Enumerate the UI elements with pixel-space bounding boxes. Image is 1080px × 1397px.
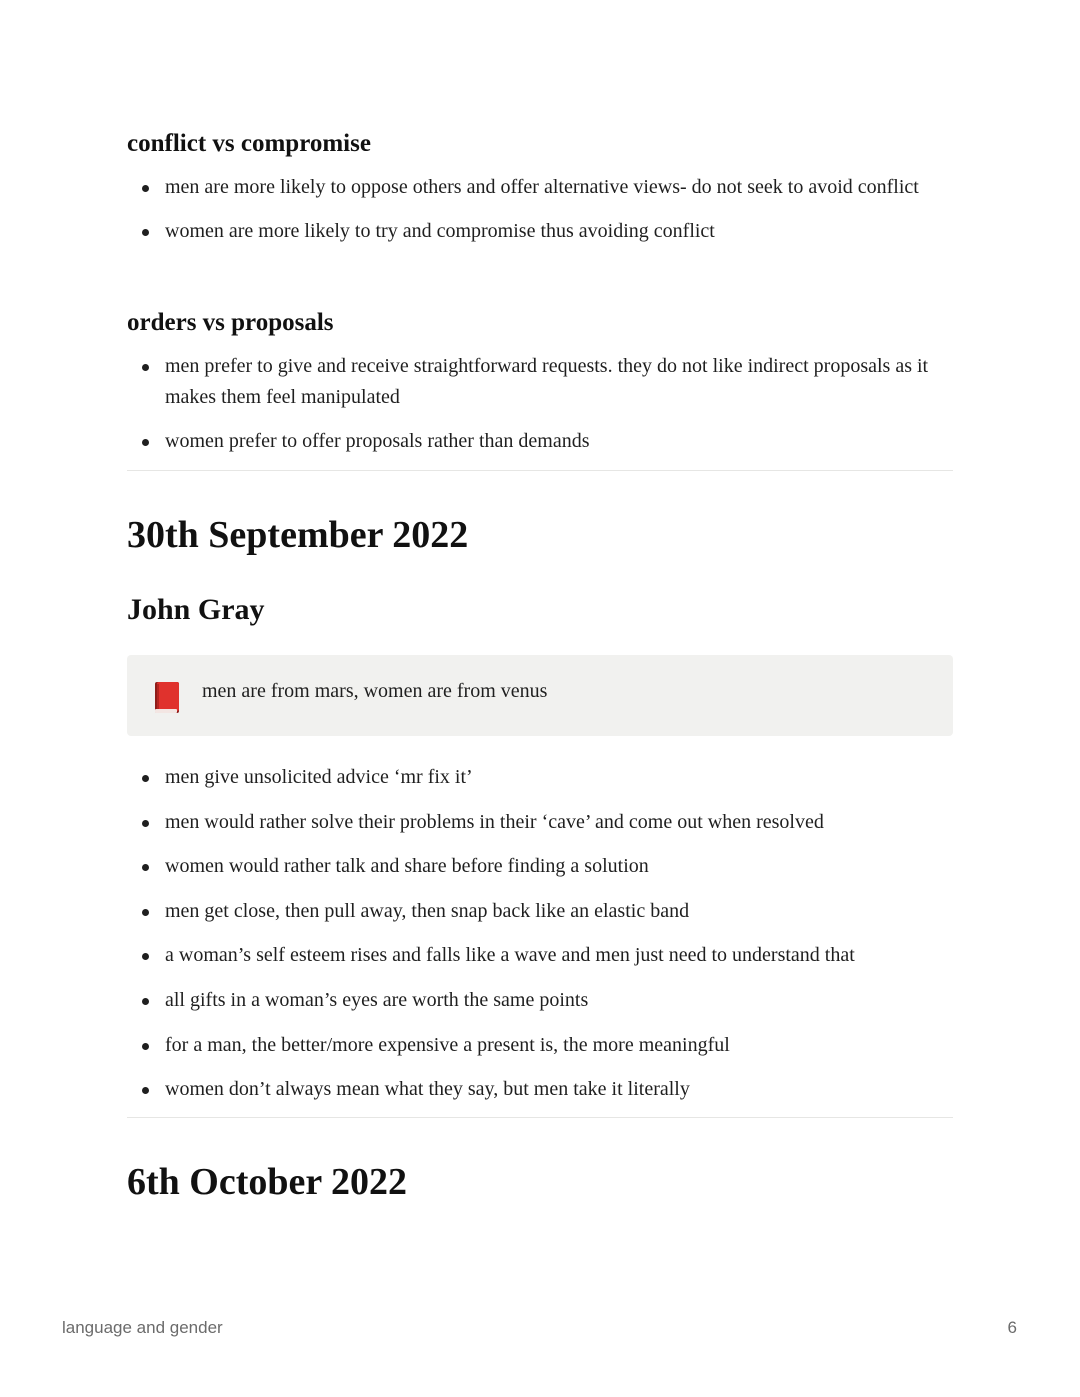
callout-text: men are from mars, women are from venus [202, 680, 548, 702]
list-item: women are more likely to try and compromise thus avoiding conflict [127, 216, 953, 247]
date-heading-sept: 30th September 2022 [127, 514, 469, 556]
divider [127, 1117, 953, 1118]
footer-title: language and gender [62, 1318, 223, 1337]
date-heading-oct: 6th October 2022 [127, 1161, 408, 1203]
section-heading-conflict: conflict vs compromise [127, 130, 371, 157]
list-item: women don’t always mean what they say, but men take it literally [127, 1074, 953, 1105]
subheading-john-gray: John Gray [127, 593, 265, 626]
list-item: men give unsolicited advice ‘mr fix it’ [127, 762, 953, 793]
callout-box [127, 655, 953, 736]
section-heading-orders: orders vs proposals [127, 309, 334, 336]
list-item: a woman’s self esteem rises and falls like a wave and men just need to understand that [127, 940, 953, 971]
conflict-list [127, 172, 953, 247]
page-number: 6 [1007, 1318, 1017, 1337]
divider [127, 470, 953, 471]
list-item: all gifts in a woman’s eyes are worth the same points [127, 985, 953, 1016]
list-item: men prefer to give and receive straightforward requests. they do not like indirect proposals as it makes them feel manipulated [127, 351, 953, 413]
list-item: men are more likely to oppose others and offer alternative views- do not seek to avoid conflict [127, 172, 953, 203]
john-gray-list [127, 762, 953, 1105]
orders-list [127, 351, 953, 457]
list-item: women prefer to offer proposals rather than demands [127, 426, 953, 457]
list-item: men get close, then pull away, then snap back like an elastic band [127, 896, 953, 927]
list-item: women would rather talk and share before finding a solution [127, 851, 953, 882]
list-item: men would rather solve their problems in their ‘cave’ and come out when resolved [127, 807, 953, 838]
list-item: for a man, the better/more expensive a present is, the more meaningful [127, 1030, 953, 1061]
red-book-icon [152, 681, 182, 715]
